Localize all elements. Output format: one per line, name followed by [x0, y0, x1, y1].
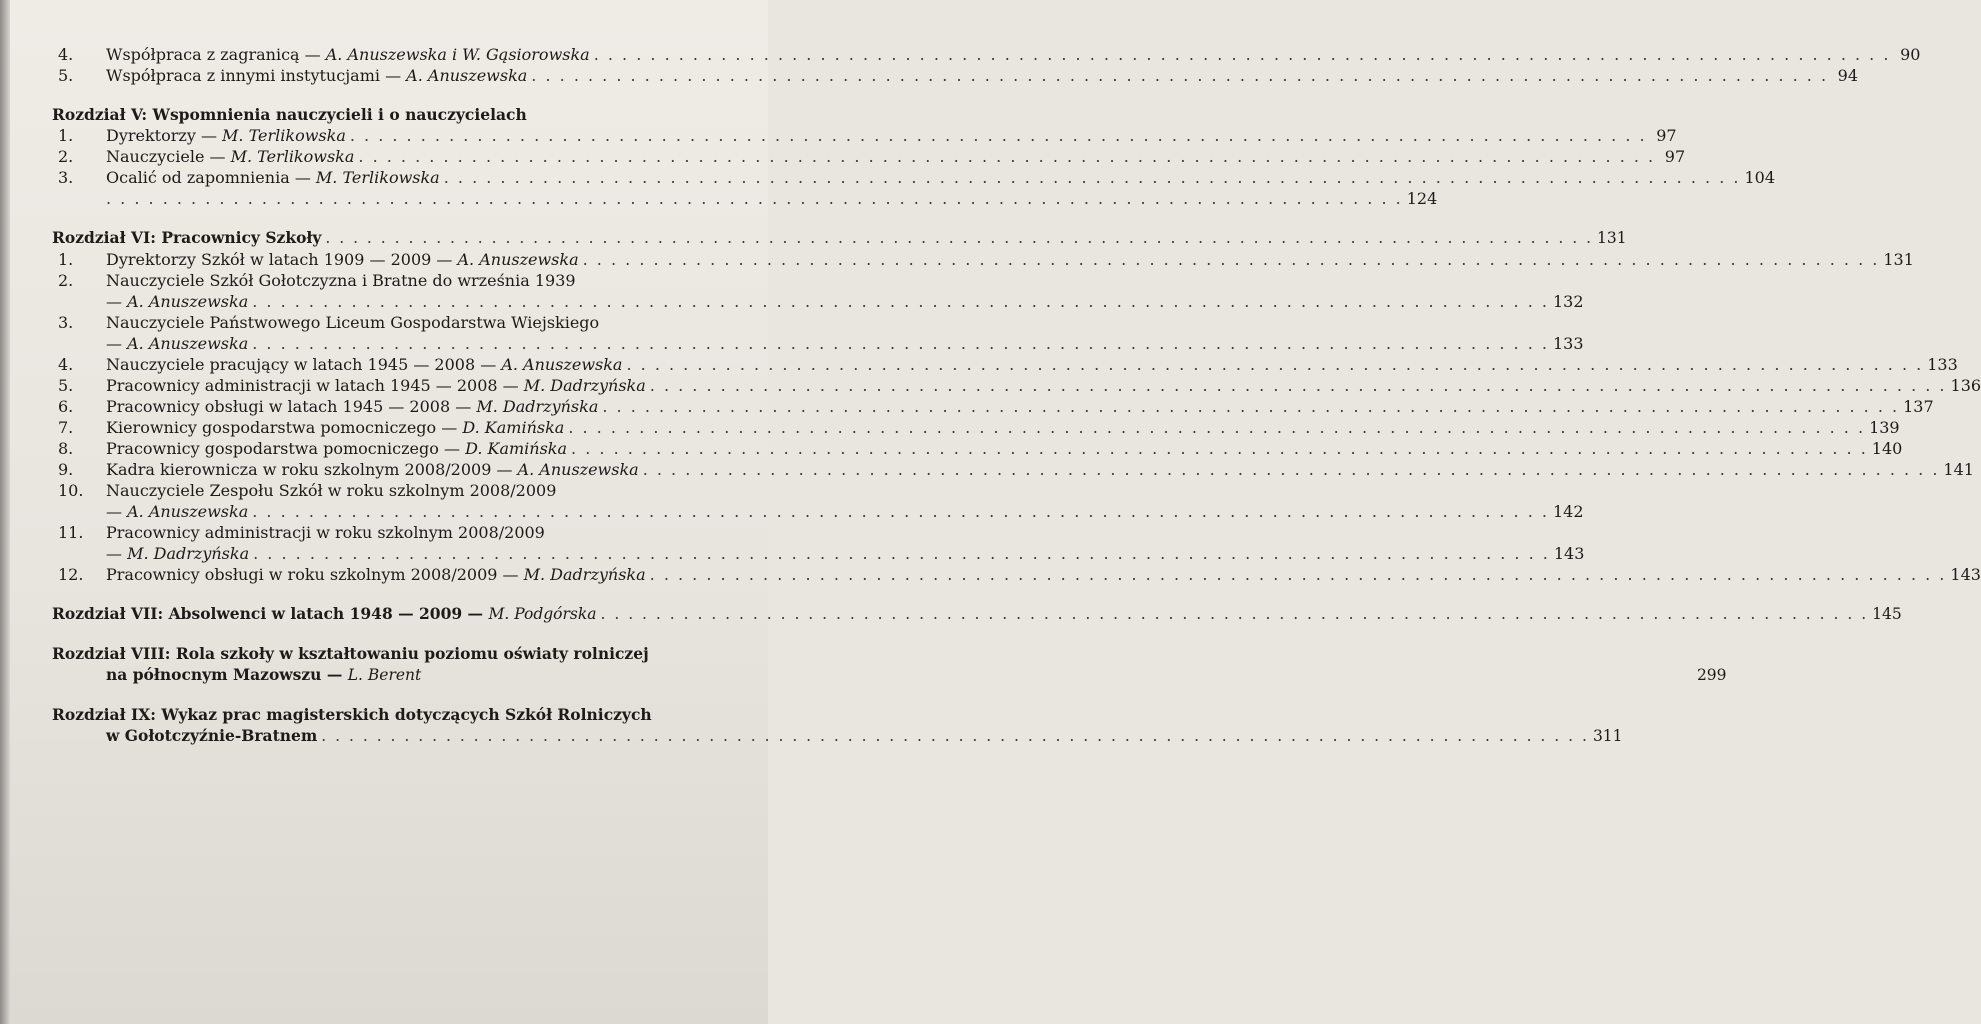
- chapter-title: Rozdział VIII: Rola szkoły w kształtowaniu poziomu oświaty rolniczej: [52, 644, 649, 663]
- book-spine-shadow: [0, 0, 10, 1024]
- entry-author: — A. Anuszewska: [106, 502, 249, 521]
- leader-dots: [252, 501, 1549, 522]
- chapter-heading: [52, 227, 1627, 249]
- entry-author: D. Kamińska: [465, 439, 568, 458]
- entry-title: Pracownicy gospodarstwa pomocniczego —: [106, 439, 460, 458]
- chapter-title: Rozdział VI: Pracownicy Szkoły: [52, 228, 322, 247]
- entry-title: Nauczyciele —: [106, 147, 226, 166]
- entry-title: Dyrektorzy —: [106, 126, 217, 145]
- toc-entry: [52, 44, 1921, 65]
- entry-page: 139: [1869, 418, 1900, 437]
- entry-title: Współpraca z zagranicą —: [106, 45, 321, 64]
- entry-title: Nauczyciele Szkół Gołotczyzna i Bratne do września 1939: [106, 271, 576, 290]
- entry-number: 10.: [58, 481, 84, 500]
- entry-number: 12.: [58, 565, 84, 584]
- chapter-heading: [52, 603, 1902, 625]
- chapter-heading: [52, 643, 1727, 686]
- entry-page: 90: [1900, 45, 1921, 64]
- entry-number: 4.: [58, 45, 74, 64]
- entry-author: M. Dadrzyńska: [476, 397, 599, 416]
- entry-author: — A. Anuszewska: [106, 292, 249, 311]
- leader-dots: [444, 167, 1741, 188]
- toc-entry: [52, 396, 1934, 417]
- toc-entry: [52, 375, 1981, 396]
- entry-author: A. Anuszewska: [406, 66, 528, 85]
- leader-dots: [601, 604, 1869, 625]
- entry-title: Kierownicy gospodarstwa pomocniczego —: [106, 418, 458, 437]
- entry-number: 2.: [58, 271, 74, 290]
- entry-author: M. Terlikowska: [222, 126, 346, 145]
- entry-number: 5.: [58, 66, 74, 85]
- toc-entry: [52, 480, 1584, 522]
- toc-entry: [52, 564, 1981, 585]
- entry-page: 136: [1950, 376, 1981, 395]
- entry-title: Pracownicy obsługi w latach 1945 — 2008 —: [106, 397, 472, 416]
- entry-number: 8.: [58, 439, 74, 458]
- chapter-author: M. Podgórska: [488, 605, 597, 623]
- entry-page: 97: [1656, 126, 1677, 145]
- entry-page: 142: [1552, 502, 1584, 521]
- leader-dots: [643, 459, 1940, 480]
- entry-number: 3.: [58, 313, 74, 332]
- leader-dots: [568, 417, 1865, 438]
- leader-dots: [358, 146, 1655, 167]
- entry-number: 7.: [58, 418, 74, 437]
- toc-entry: [52, 459, 1974, 480]
- entry-author: A. Anuszewska: [517, 460, 639, 479]
- toc-entry: [52, 167, 1775, 188]
- chapter-heading: [52, 104, 732, 125]
- chapter-page: 299: [1696, 666, 1727, 684]
- entry-number: 11.: [58, 523, 84, 542]
- entry-author: A. Anuszewska i W. Gąsiorowska: [325, 45, 590, 64]
- entry-title: Nauczyciele Zespołu Szkół w roku szkolnym 2008/2009: [106, 481, 557, 500]
- leader-dots: [583, 249, 1880, 270]
- entry-title: Współpraca z innymi instytucjami —: [106, 66, 402, 85]
- entry-title: Dyrektorzy Szkół w latach 1909 — 2009 —: [106, 250, 453, 269]
- entry-title: Pracownicy administracji w latach 1945 — 2008 —: [106, 376, 519, 395]
- toc-entry: [52, 312, 1584, 354]
- leader-dots: [650, 375, 1947, 396]
- entry-page: 97: [1664, 147, 1686, 166]
- entry-number: 4.: [58, 355, 74, 374]
- leader-dots: [321, 726, 1589, 747]
- chapter-page: 145: [1872, 605, 1902, 623]
- chapter-author: L. Berent: [347, 666, 422, 684]
- entry-author: A. Anuszewska: [501, 355, 623, 374]
- entry-title: Nauczyciele pracujący w latach 1945 — 2008 —: [106, 355, 497, 374]
- entry-author: M. Terlikowska: [315, 168, 440, 187]
- entry-page: 143: [1553, 544, 1585, 563]
- entry-title: Kadra kierownicza w roku szkolnym 2008/2009 —: [106, 460, 513, 479]
- toc-entry: [52, 438, 1903, 459]
- entry-number: 1.: [58, 126, 74, 145]
- toc-entry: [52, 270, 1584, 312]
- leader-dots: [106, 188, 1403, 209]
- toc-entry: [52, 354, 1958, 375]
- entry-page: 137: [1903, 397, 1934, 416]
- leader-dots: [602, 396, 1899, 417]
- entry-author: — A. Anuszewska: [106, 334, 249, 353]
- entry-title: Ocalić od zapomnienia —: [106, 168, 311, 187]
- entry-page: 141: [1943, 460, 1974, 479]
- entry-page: 104: [1744, 168, 1775, 187]
- toc-entry: [52, 188, 1438, 209]
- chapter-title-cont: na północnym Mazowszu —: [106, 665, 343, 684]
- entry-author: — M. Dadrzyńska: [106, 544, 250, 563]
- entry-number: 2.: [58, 147, 74, 166]
- entry-title: Nauczyciele Państwowego Liceum Gospodarstwa Wiejskiego: [106, 313, 600, 332]
- leader-dots: [350, 125, 1647, 146]
- toc-entry: [52, 125, 1677, 146]
- entry-page: 124: [1406, 189, 1438, 208]
- leader-dots: [626, 354, 1923, 375]
- chapter-page: 311: [1592, 727, 1623, 745]
- chapter-title: Rozdział VII: Absolwenci w latach 1948 — 2009 —: [52, 604, 484, 623]
- entry-page: 143: [1950, 565, 1981, 584]
- chapter-heading: [52, 704, 1623, 747]
- chapter-title: Rozdział IX: Wykaz prac magisterskich dotyczących Szkół Rolniczych: [52, 705, 652, 724]
- chapter-title-cont: w Gołotczyźnie-Bratnem: [106, 726, 318, 745]
- leader-dots: [253, 543, 1550, 564]
- entry-number: 9.: [58, 460, 74, 479]
- toc-entry: [52, 65, 1859, 86]
- entry-title: Pracownicy administracji w roku szkolnym 2008/2009: [106, 523, 545, 542]
- toc-entry: [52, 249, 1914, 270]
- chapter-title: Rozdział V: Wspomnienia nauczycieli i o nauczycielach: [52, 105, 527, 124]
- entry-page: 132: [1552, 292, 1584, 311]
- entry-number: 1.: [58, 250, 74, 269]
- leader-dots: [650, 564, 1947, 585]
- leader-dots: [252, 333, 1549, 354]
- leader-dots: [594, 44, 1891, 65]
- entry-page: 131: [1883, 250, 1914, 269]
- entry-author: M. Terlikowska: [230, 147, 355, 166]
- entry-title: Pracownicy obsługi w roku szkolnym 2008/2009 —: [106, 565, 519, 584]
- toc-entry: [52, 146, 1686, 167]
- leader-dots: [571, 438, 1868, 459]
- entry-number: 3.: [58, 168, 74, 187]
- entry-author: M. Dadrzyńska: [523, 565, 646, 584]
- entry-author: A. Anuszewska: [457, 250, 579, 269]
- entry-page: 133: [1552, 334, 1584, 353]
- toc-entry: [52, 522, 1585, 564]
- leader-dots: [325, 228, 1593, 249]
- table-of-contents: [52, 44, 1981, 747]
- entry-page: 133: [1927, 355, 1958, 374]
- entry-page: 140: [1871, 439, 1903, 458]
- chapter-page: 131: [1597, 229, 1627, 247]
- toc-entry: [52, 417, 1900, 438]
- entry-author: M. Dadrzyńska: [523, 376, 646, 395]
- entry-number: 6.: [58, 397, 74, 416]
- entry-author: D. Kamińska: [462, 418, 565, 437]
- entry-number: 5.: [58, 376, 74, 395]
- entry-page: 94: [1837, 66, 1859, 85]
- leader-dots: [531, 65, 1828, 86]
- leader-dots: [252, 291, 1549, 312]
